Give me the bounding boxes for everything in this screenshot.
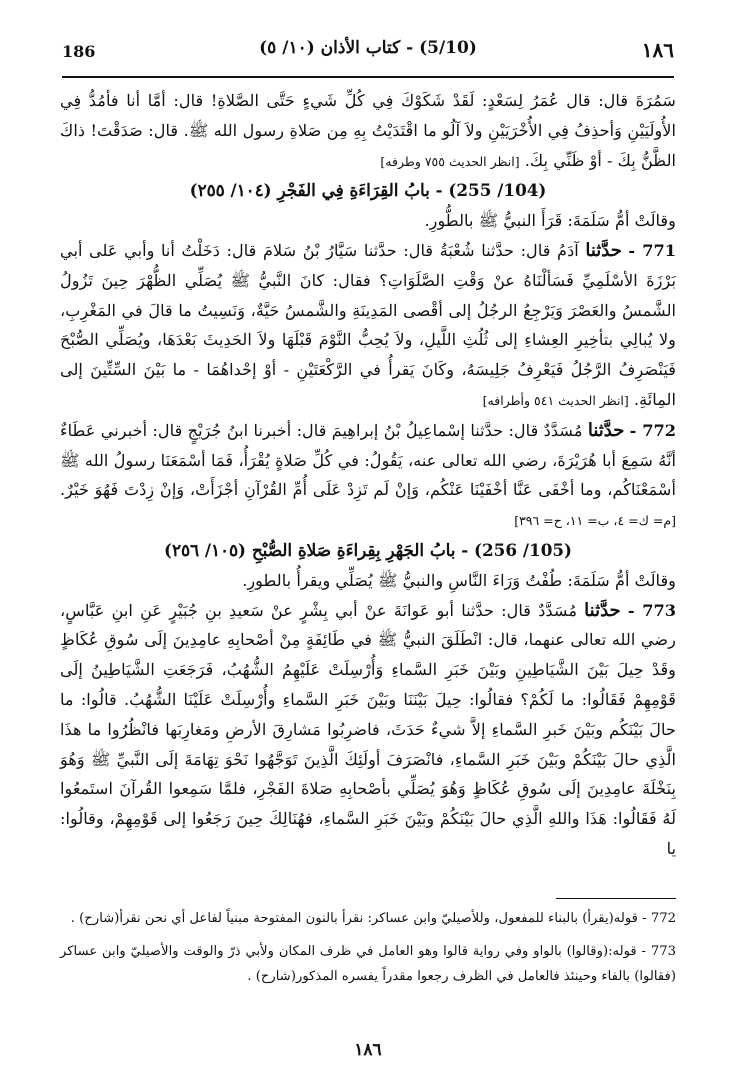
chapter-heading-105: (105/ 256) - بابُ الجَهْرِ بِقِراءَةِ صَلاةِ الصُّبْحِ (١٠٥/ ٢٥٦): [164, 539, 572, 560]
hadith-773: [60, 596, 676, 864]
footnotes: [60, 906, 676, 997]
hadith-text: مُسَدَّدٌ قال: حدَّثنا إسْماعِيلُ بْنُ إبراهِيمَ قال: أخبرنا ابنُ جُرَيْجٍ قال: أخبرني عَطَاءٌ أنَّهُ سَمِعَ أبا هُرَيْرَةَ، رضي الله تعالى عنه، يَقُولُ: في كُلِّ صَلاةٍ يُقْرَأُ، فَمَا أسْمَعَنَا رسولُ الله ﷺ أسْمَعْنَاكُم، وما أخْفَى عَنَّا أخْفَيْنَا عَنْكُم، وَإنْ لَم تَزِدْ عَلَى أُمِّ القُرْآنِ أجْزَأَتْ، وَإنْ زِدْتَ فَهُوَ خَيْرٌ.: [60, 420, 676, 500]
page-number-latin: 186: [62, 42, 96, 61]
haddatha-word: حدَّثنا: [584, 599, 621, 621]
hadith-text: مُسَدَّدٌ قال: حدَّثنا أبو عَوانَةَ عنْ أبي بِشْرٍ عنْ سَعيدِ بنِ جُبَيْرٍ عَنِ ابنِ عَبَّاسٍ، رضي الله تعالى عنهما، قال: انْطَلَقَ النبيُّ ﷺ في طَائِفَةٍ مِنْ أصْحابِهِ عامِدِينَ إلَى سُوقِ عُكَاظٍ وقَدْ حِيلَ بَيْنَ الشَّيَاطِينِ وبَيْنَ خَبَرِ السَّماءِ وَأُرْسِلَتْ عَلَيْهِمُ الشُّهُبُ، فَرَجَعَتِ الشَّيَاطِينُ إلَى قَوْمِهِمْ فَقَالُوا: ما لَكُمْ؟ فقالُوا: حِيلَ بَيْنَنَا وبَيْنَ خَبَرِ السَّماءِ وأُرْسِلَتْ عَلَيْنَا الشُّهُبُ. قالُوا: ما حالَ بَيْنَكُم وبَيْنَ خَبرِ السَّماءِ إلاَّ شيءٌ حَدَثَ، فاضرِبُوا مَشارِقَ الأرضِ ومَغارِبَها فانْظُرُوا ما هذَا الَّذِي حالَ بَيْنَكُمْ وبَيْنَ خَبَرِ السَّماءِ، فانْصَرَفَ أولَئِكَ الَّذِينَ تَوَجَّهُوا نَحْوَ تِهَامَةَ إلَى النَّبيِّ ﷺ وَهُوَ بِنَخْلَةَ عامِدِينَ إلَى سُوقِ عُكَاظٍ وَهُوَ يُصَلِّي بأصْحابِهِ صَلاةَ الفَجْرِ، فلمَّا سَمِعوا القُرآنَ استَمعُوا لَهُ فَقَالُوا: هَذَا واللهِ الَّذِي حالَ بَيْنَكُمْ وبَيْنَ خَبَرِ السَّماءِ، فهُنَالِكَ حِينَ رَجَعُوا إلى قَوْمِهِمْ، وقالُوا: يا: [60, 600, 676, 858]
chapter-heading-104: (104/ 255) - بابُ القِرَاءَةِ فِي الفَجْرِ (١٠٤/ ٢٥٥): [189, 180, 547, 201]
footnote-773: 773 - قوله:(وقالوا) بالواو وفي رواية قالوا وهو العامل في ظرف المكان ولأبي ذرّ والوقت والأصيليّ وابن عساكر (فقالوا) بالفاء وحينئذ فالعامل في الظرف رجعوا مقدراً يفسره المذكور(شارح) .: [60, 944, 676, 984]
page-number-bottom: ١٨٦: [354, 1040, 382, 1060]
page-number-arabic: ١٨٦: [641, 38, 674, 62]
hadith-772: [60, 416, 676, 536]
hadith-771: [60, 236, 676, 416]
hadith-number: 772 -: [629, 420, 676, 440]
cross-reference: [انظر الحديث ٥٤١ وأطرافه]: [482, 392, 629, 408]
paragraph-continuation: سَمُرَةَ قال: قال عُمَرُ لِسَعْدٍ: لَقَدْ شَكَوْكَ فِي كُلِّ شَيءٍ حَتَّى الصَّلاةِ! قال: أمَّا أنا فأمُدُّ فِي الأُولَيَيْنِ وَأحذِفُ فِي الأُخْرَيَيْنِ ولاَ آلُو ما اقْتَدَيْتُ بِهِ مِن صَلاةِ رسول الله ﷺ. قال: صَدَقْتَ! ذاكَ الظَّنُّ بِكَ - أوْ ظَنِّي بِكَ. [انظر الحديث ٧٥٥ وطرفه]: [60, 91, 676, 170]
page-header: [62, 36, 674, 78]
cross-reference: [م= ك= ٤، ب= ١١، ح= ٣٩٦]: [514, 513, 676, 529]
footnote-772: 772 - قوله(يقرأ) بالبناء للمفعول، وللأصيليّ وابن عساكر: نقرأ بالنون المفتوحة مبنياً لفاعل أي نحن نقرأ(شارح) .: [70, 911, 676, 926]
hadith-number: 773 -: [627, 600, 676, 620]
haddatha-word: حدَّثنا: [587, 419, 625, 441]
chapter-intro: وقالَتْ أمُّ سَلَمَةَ: قَرَأَ النبيُّ ﷺ بالطُّورِ.: [424, 211, 676, 231]
cross-reference: [انظر الحديث ٧٥٥ وطرفه]: [380, 153, 520, 169]
running-title: (5/10) - كتاب الأذان (١٠/ ٥): [259, 38, 477, 58]
hadith-text: آدَمُ قال: حدَّثنا شُعْبَةُ قال: حدَّثنا سَيَّارُ بْنُ سَلامَ قال: دَخَلْتُ أنا وأبي عَلى أبي بَرْزَةَ الأسْلَمِيِّ فَسَألْنَاهُ عنْ وَقْتِ الصَّلَوَاتِ؟ فقال: كانَ النَّبيُّ ﷺ يُصَلِّي الظُّهْرَ حِينَ تَزُولُ الشَّمسُ والعَصْرَ وَيَرْجِعُ الرجُلُ إلى أقْصى المَدِينَةِ والشَّمسُ حَيَّةٌ، وَنَسِيتُ ما قالَ في المَغْرِبِ، ولا يُبالِي بتأخِيرِ العِشاءِ إلى ثُلُثِ اللَّيلِ، ولاَ يُحِبُّ النَّوْمَ قَبْلَهَا ولاَ الحَدِيثَ بَعْدَهَا، ويُصَلِّي الصُّبْحَ فَيَنْصَرِفُ الرَّجُلُ فَيَعْرِفُ جَلِيسَهُ، وكَانَ يَقرأُ في الرَّكْعَتَيْنِ - أوْ إحْداهُمَا - ما بَيْنَ السِّتِّينَ إلى المِائَةِ.: [60, 240, 676, 409]
hadith-number: 771 -: [628, 240, 676, 260]
footnote-separator: [556, 898, 676, 899]
main-text: [60, 86, 676, 864]
haddatha-word: حدَّثنا: [585, 239, 622, 261]
chapter-intro: وقالَتْ أمُّ سَلَمَةَ: طُفْتُ وَرَاءَ النَّاسِ والنبيُّ ﷺ يُصَلِّي ويقرأُ بالطورِ.: [242, 570, 676, 590]
